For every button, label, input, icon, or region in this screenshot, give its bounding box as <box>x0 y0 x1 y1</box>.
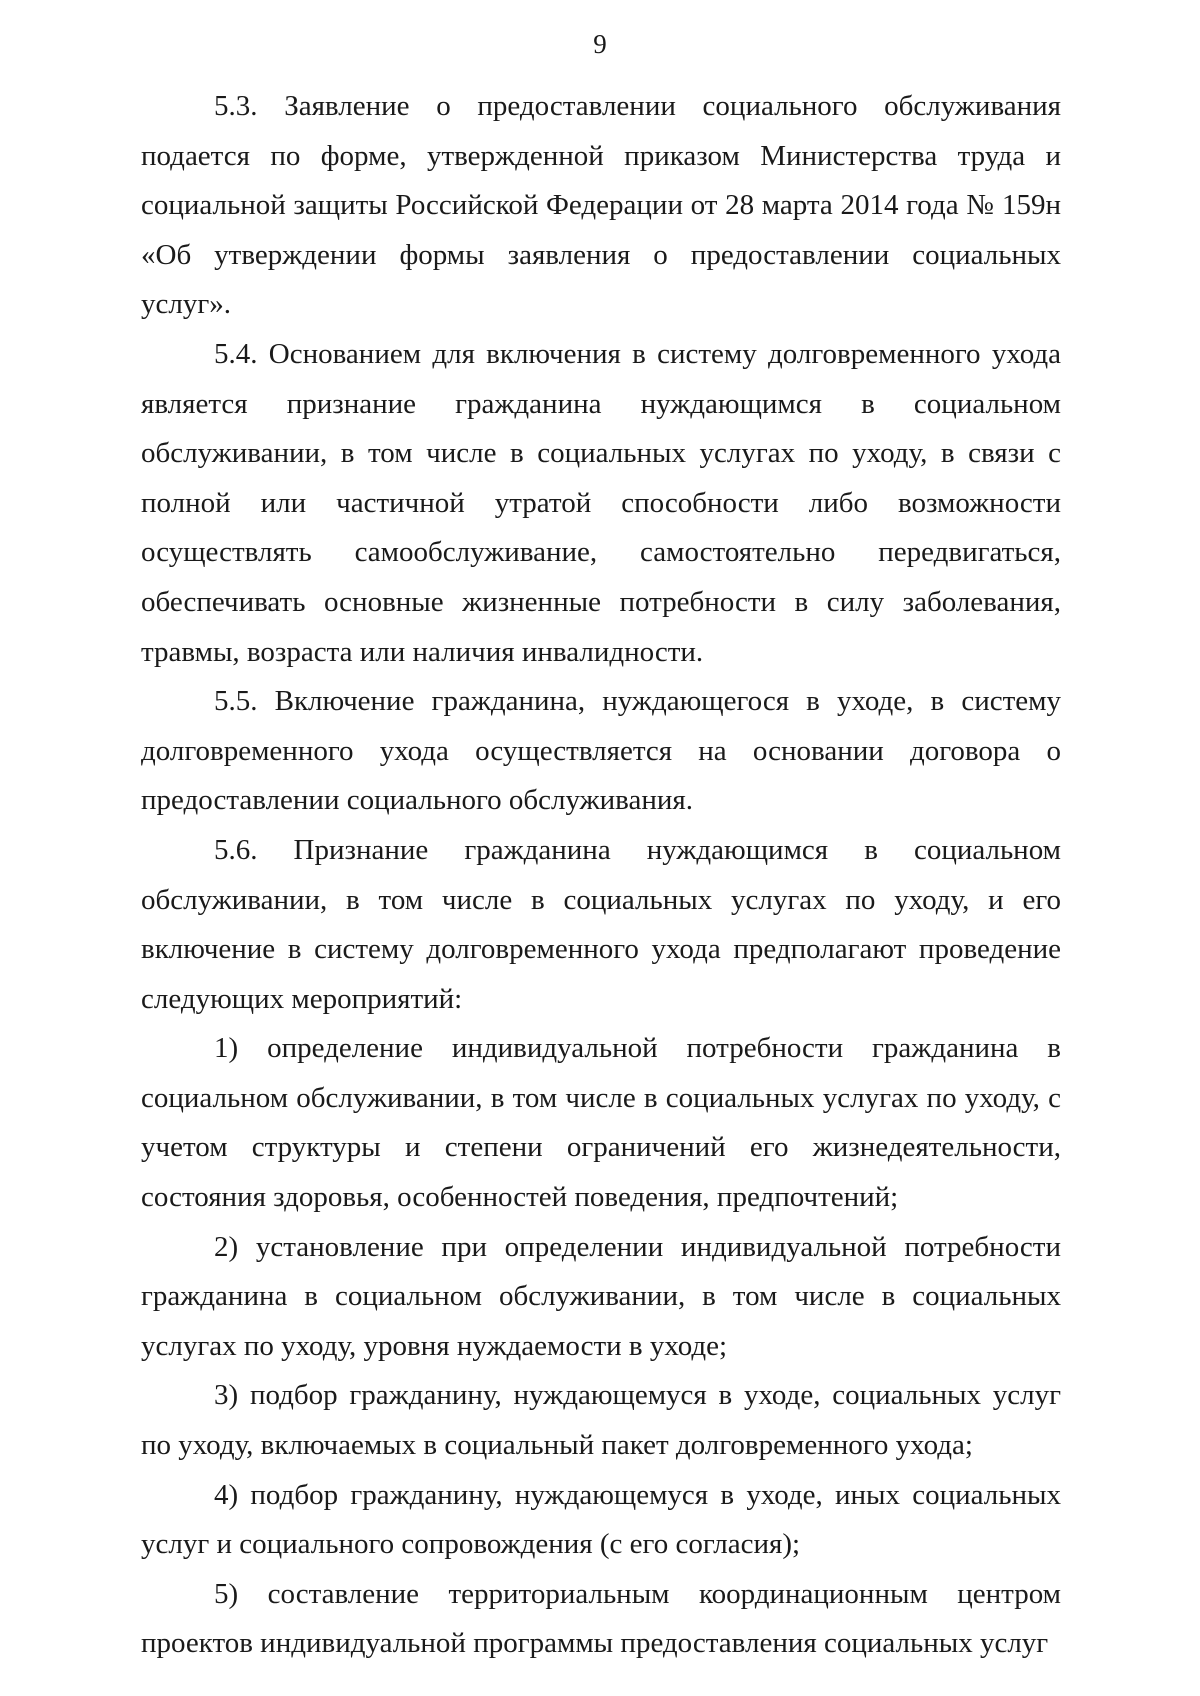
list-item-1: 1) определение индивидуальной потребности гражданина в социальном обслуживании, в том числе в социальных услугах по уходу, с учетом структуры и степени ограничений его жизнедеятельности, состояния здоровья, особенностей поведения, предпочтений; <box>141 1032 1061 1214</box>
paragraph-5-4: 5.4. Основанием для включения в систему долговременного ухода является признание гражданина нуждающимся в социальном обслуживании, в том числе в социальных услугах по уходу, в связи с полной или частичной утратой способности либо возможности осуществлять самообслуживание, самостоятельно передвигаться, обеспечивать основные жизненные потребности в силу заболевания, травмы, возраста или наличия инвалидности. <box>141 337 1061 668</box>
paragraph-5-3: 5.3. Заявление о предоставлении социального обслуживания подается по форме, утвержденной приказом Министерства труда и социальной защиты Российской Федерации от 28 марта 2014 года № 159н «Об утверждении формы заявления о предоставлении социальных услуг». <box>141 90 1061 321</box>
list-item-5: 5) составление территориальным координационным центром проектов индивидуальной программы предоставления социальных услуг <box>141 1577 1061 1660</box>
paragraph-5-5: 5.5. Включение гражданина, нуждающегося в уходе, в систему долговременного ухода осуществляется на основании договора о предоставлении социального обслуживания. <box>141 685 1061 817</box>
paragraph-5-6: 5.6. Признание гражданина нуждающимся в социальном обслуживании, в том числе в социальных услугах по уходу, и его включение в систему долговременного ухода предполагают проведение следующих мероприятий: <box>141 833 1061 1015</box>
page-number: 9 <box>593 29 607 59</box>
list-item-3: 3) подбор гражданину, нуждающемуся в уходе, социальных услуг по уходу, включаемых в социальный пакет долговременного ухода; <box>141 1379 1061 1462</box>
list-item-4: 4) подбор гражданину, нуждающемуся в уходе, иных социальных услуг и социального сопровождения (с его согласия); <box>141 1478 1061 1561</box>
document-body <box>141 82 1061 1669</box>
list-item-2: 2) установление при определении индивидуальной потребности гражданина в социальном обслуживании, в том числе в социальных услугах по уходу, уровня нуждаемости в уходе; <box>141 1230 1061 1362</box>
